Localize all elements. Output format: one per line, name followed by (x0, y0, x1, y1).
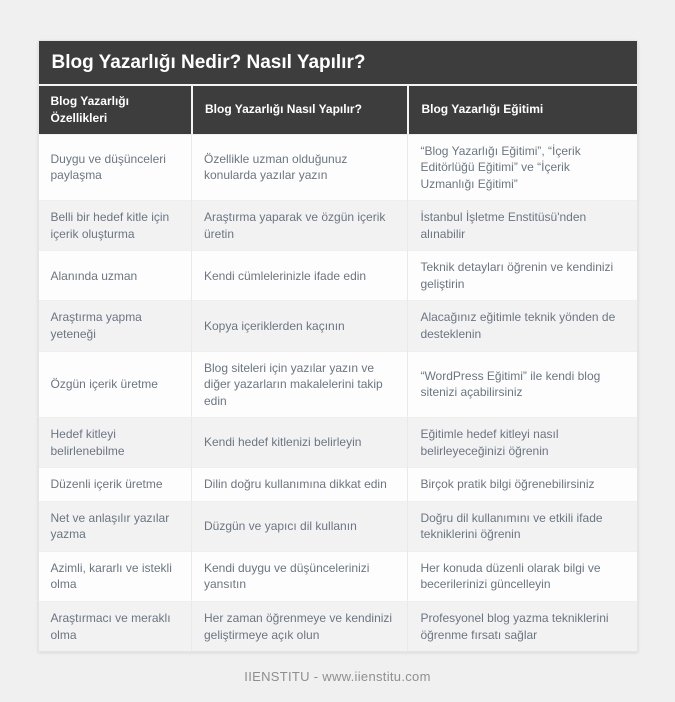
cell-nasil: Blog siteleri için yazılar yazın ve diğer yazarların makalelerini takip edin (191, 351, 407, 418)
table-row (39, 134, 637, 201)
cell-nasil: Özellikle uzman olduğunuz konularda yazılar yazın (191, 134, 407, 201)
cell-ozellik: Özgün içerik üretme (39, 351, 191, 418)
cell-nasil: Düzgün ve yapıcı dil kullanın (191, 501, 407, 551)
cell-egitim: Her konuda düzenli olarak bilgi ve becerilerinizi güncelleyin (407, 551, 636, 601)
table-row (39, 417, 637, 467)
cell-egitim: Profesyonel blog yazma tekniklerini öğrenme fırsatı sağlar (407, 601, 636, 651)
cell-ozellik: Araştırma yapma yeteneği (39, 300, 191, 350)
cell-ozellik: Alanında uzman (39, 250, 191, 300)
cell-ozellik: Hedef kitleyi belirlenebilme (39, 417, 191, 467)
table-header (39, 86, 637, 134)
comparison-table (39, 86, 637, 651)
table-row (39, 601, 637, 651)
cell-egitim: “WordPress Eğitimi” ile kendi blog sitenizi açabilirsiniz (407, 351, 636, 418)
cell-nasil: Kendi cümlelerinizle ifade edin (191, 250, 407, 300)
column-header-egitimi: Blog Yazarlığı Eğitimi (407, 86, 636, 134)
cell-ozellik: Düzenli içerik üretme (39, 467, 191, 501)
cell-egitim: İstanbul İşletme Enstitüsü'nden alınabilir (407, 200, 636, 250)
page-title: Blog Yazarlığı Nedir? Nasıl Yapılır? (39, 41, 637, 86)
cell-nasil: Kendi hedef kitlenizi belirleyin (191, 417, 407, 467)
cell-nasil: Her zaman öğrenmeye ve kendinizi geliştirmeye açık olun (191, 601, 407, 651)
table-row (39, 250, 637, 300)
cell-egitim: Doğru dil kullanımını ve etkili ifade tekniklerini öğrenin (407, 501, 636, 551)
cell-nasil: Kendi duygu ve düşüncelerinizi yansıtın (191, 551, 407, 601)
cell-ozellik: Duygu ve düşünceleri paylaşma (39, 134, 191, 201)
cell-egitim: Teknik detayları öğrenin ve kendinizi geliştirin (407, 250, 636, 300)
table-row (39, 351, 637, 418)
cell-egitim: Eğitimle hedef kitleyi nasıl belirleyeceğinizi öğrenin (407, 417, 636, 467)
footer-credit: IIENSTITU - www.iienstitu.com (244, 669, 431, 685)
cell-ozellik: Azimli, kararlı ve istekli olma (39, 551, 191, 601)
cell-ozellik: Net ve anlaşılır yazılar yazma (39, 501, 191, 551)
content-card (38, 40, 638, 652)
cell-egitim: “Blog Yazarlığı Eğitimi”, “İçerik Editörlüğü Eğitimi” ve “İçerik Uzmanlığı Eğitimi” (407, 134, 636, 201)
cell-ozellik: Belli bir hedef kitle için içerik oluşturma (39, 200, 191, 250)
cell-nasil: Kopya içeriklerden kaçının (191, 300, 407, 350)
table-row (39, 300, 637, 350)
table-row (39, 200, 637, 250)
table-row (39, 501, 637, 551)
column-header-ozellikleri: Blog Yazarlığı Özellikleri (39, 86, 191, 134)
column-header-nasil-yapilir: Blog Yazarlığı Nasıl Yapılır? (191, 86, 407, 134)
table-row (39, 467, 637, 501)
cell-egitim: Birçok pratik bilgi öğrenebilirsiniz (407, 467, 636, 501)
cell-nasil: Dilin doğru kullanımına dikkat edin (191, 467, 407, 501)
table-row (39, 551, 637, 601)
cell-ozellik: Araştırmacı ve meraklı olma (39, 601, 191, 651)
cell-nasil: Araştırma yaparak ve özgün içerik üretin (191, 200, 407, 250)
cell-egitim: Alacağınız eğitimle teknik yönden de desteklenin (407, 300, 636, 350)
